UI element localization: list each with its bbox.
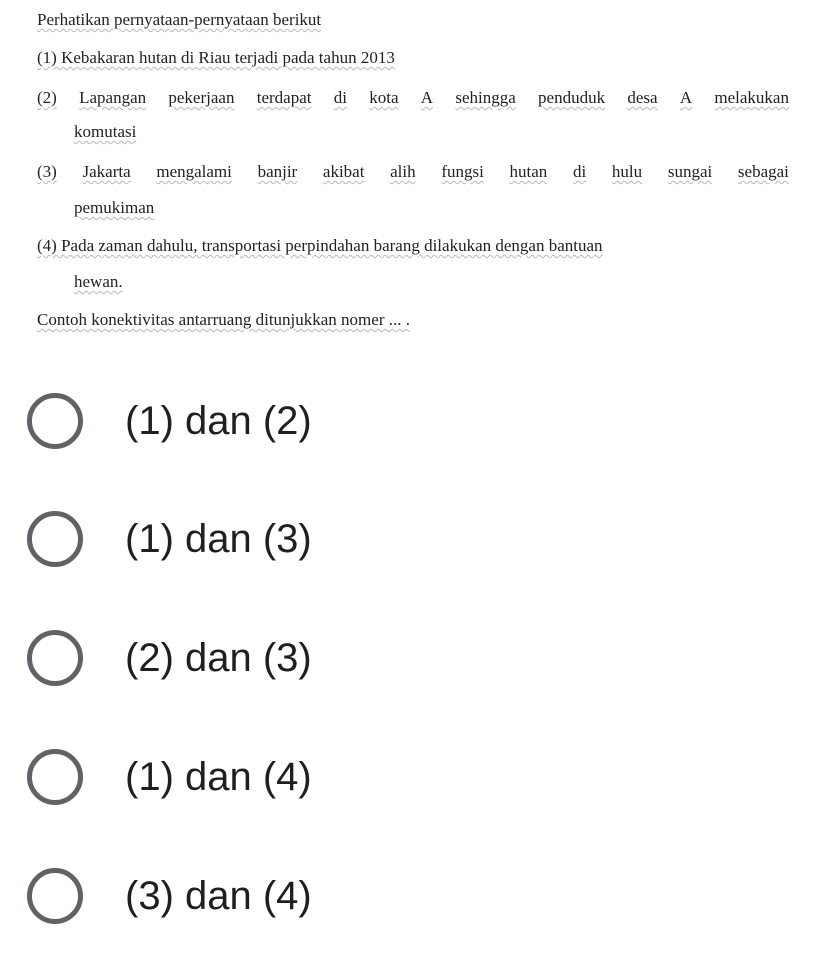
statement-3-word: fungsi [441,162,484,181]
question-intro: Perhatikan pernyataan-pernyataan berikut [37,10,322,29]
statement-3-word: hulu [611,162,643,181]
question-prompt: Contoh konektivitas antarruang ditunjukkan nomer ... . [37,310,410,329]
statement-2-word: terdapat [256,88,312,107]
statement-2-word: desa [627,88,658,107]
statement-4: (4) Pada zaman dahulu, transportasi perpindahan barang dilakukan dengan bantuan [37,236,603,255]
statement-3-word: (3) [37,162,57,181]
statement-2 [37,88,789,108]
radio-circle-icon[interactable] [27,868,83,924]
option-3[interactable] [0,603,826,713]
option-label: (1) dan (4) [125,755,312,799]
question-image [0,0,826,340]
option-label: (1) dan (2) [125,399,312,443]
statement-2-word: A [420,88,434,107]
option-4[interactable] [0,722,826,832]
statement-3-word: hutan [509,162,548,181]
statement-3 [37,162,789,182]
statement-3-word: alih [390,162,416,181]
statement-2-word: melakukan [714,88,789,107]
statement-4-continued: hewan. [74,272,123,291]
statement-2-word: di [333,88,347,107]
option-5[interactable] [0,841,826,951]
statement-3-word: mengalami [156,162,232,181]
statement-3-word: banjir [257,162,298,181]
statement-2-word: penduduk [538,88,606,107]
statement-3-word: di [572,162,587,181]
statement-2-word: Lapangan [79,88,147,107]
statement-1: (1) Kebakaran hutan di Riau terjadi pada tahun 2013 [37,48,395,67]
statement-3-continued: pemukiman [74,198,155,217]
statement-2-word: (2) [37,88,57,107]
statement-2-word: sehingga [455,88,516,107]
option-2[interactable] [0,484,826,594]
statement-2-word: A [679,88,693,107]
radio-circle-icon[interactable] [27,511,83,567]
statement-3-word: Jakarta [82,162,131,181]
option-label: (2) dan (3) [125,636,312,680]
statement-3-word: sungai [667,162,713,181]
statement-2-word: kota [369,88,399,107]
radio-circle-icon[interactable] [27,630,83,686]
option-1[interactable] [0,365,826,475]
option-label: (3) dan (4) [125,874,312,918]
statement-3-word: akibat [322,162,365,181]
statement-2-continued: komutasi [74,122,137,141]
radio-circle-icon[interactable] [27,749,83,805]
statement-2-word: pekerjaan [168,88,235,107]
statement-3-word: sebagai [737,162,789,181]
option-label: (1) dan (3) [125,517,312,561]
radio-circle-icon[interactable] [27,393,83,449]
